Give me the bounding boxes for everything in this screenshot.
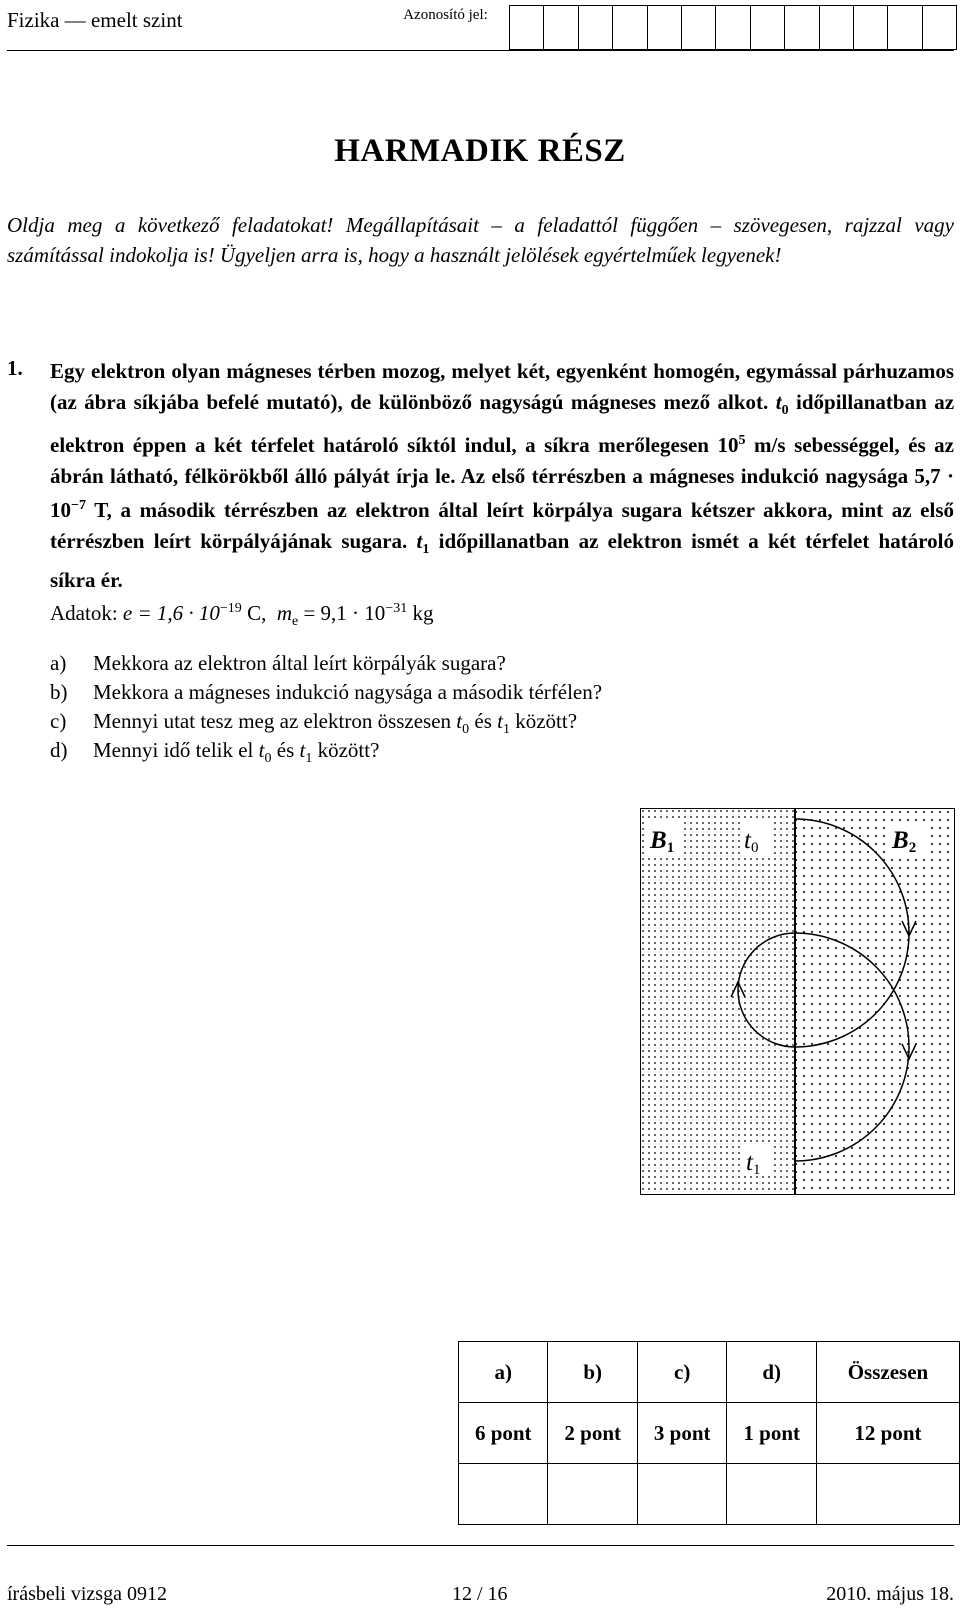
footer-page-number: 12 / 16	[452, 1583, 508, 1605]
footer-date: 2010. május 18.	[826, 1583, 954, 1605]
id-box[interactable]	[682, 5, 716, 50]
score-entry-cell[interactable]	[816, 1464, 959, 1525]
exponent: −19	[219, 601, 242, 616]
score-entry-cell[interactable]	[637, 1464, 726, 1525]
score-header: b)	[548, 1342, 637, 1403]
label-b2-symbol: B	[892, 827, 909, 854]
score-entry-cell[interactable]	[459, 1464, 548, 1525]
problem-text-part: T, a második térrészben az elektron által leírt körpálya sugara kétszer akkora, mint az első térrészben leírt körpályájának sugara.	[50, 498, 955, 553]
score-points: 12 pont	[816, 1403, 959, 1464]
problem-number: 1.	[7, 356, 23, 380]
question-text: és	[276, 738, 295, 762]
footer-exam-code: írásbeli vizsga 0912	[7, 1583, 167, 1605]
question-label: c)	[50, 709, 67, 733]
data-line	[50, 601, 433, 630]
question-text: Mekkora az elektron által leírt körpályák sugara?	[93, 651, 506, 675]
score-header-row	[459, 1342, 960, 1403]
label-t0-symbol: t	[744, 827, 751, 854]
question-c	[50, 709, 577, 738]
id-label: Azonosító jel:	[403, 7, 488, 23]
footer-rule	[7, 1545, 954, 1546]
problem-text-part: Egy elektron olyan mágneses térben mozog, melyet két, egyenként homogén, egymással párhuzamos (az ábra síkjába befelé mutató), de különböző nagyságú mágneses mező alkot.	[50, 359, 954, 414]
label-b1-symbol: B	[650, 827, 667, 854]
t-symbol: t	[258, 738, 265, 762]
question-label: b)	[50, 680, 68, 704]
score-header: d)	[727, 1342, 816, 1403]
score-points: 1 pont	[727, 1403, 816, 1464]
label-t1-symbol: t	[746, 1149, 753, 1176]
score-entry-cell[interactable]	[548, 1464, 637, 1525]
score-header: Összesen	[816, 1342, 959, 1403]
question-d	[50, 738, 379, 767]
id-boxes[interactable]	[509, 5, 957, 50]
label-t1-subscript: 1	[752, 1162, 761, 1178]
t1-symbol: t	[416, 528, 423, 553]
t0-symbol: t	[775, 389, 782, 414]
mass-unit: kg	[412, 601, 434, 625]
t-symbol: t	[456, 709, 463, 733]
id-box[interactable]	[854, 5, 888, 50]
subscript: 0	[462, 722, 470, 738]
score-table	[458, 1341, 960, 1525]
id-box[interactable]	[510, 5, 544, 50]
question-text: Mennyi utat tesz meg az elektron összesen	[93, 709, 452, 733]
question-label: d)	[50, 738, 68, 762]
mass-subscript: e	[292, 614, 299, 630]
question-label: a)	[50, 651, 67, 675]
question-text: között?	[317, 738, 380, 762]
instructions: Oldja meg a következő feladatokat! Megállapításait – a feladattól függően – szövegesen, rajzzal vagy számítással indokolja is! Ügyeljen arra is, hogy a használt jelölések egyértelműek legyenek!	[7, 213, 954, 267]
score-entry-row[interactable]	[459, 1464, 960, 1525]
question-text: Mennyi idő telik el	[93, 738, 254, 762]
score-header: a)	[459, 1342, 548, 1403]
mass-value: = 9,1 · 10	[303, 601, 386, 625]
subscript: 1	[502, 722, 510, 738]
page-title: HARMADIK RÉSZ	[334, 133, 626, 169]
header-rule	[7, 50, 954, 51]
problem-text	[50, 356, 954, 596]
id-box[interactable]	[648, 5, 682, 50]
header-subject: Fizika — emelt szint	[7, 8, 183, 32]
exponent: 5	[738, 433, 746, 449]
score-header: c)	[637, 1342, 726, 1403]
score-points-row	[459, 1403, 960, 1464]
id-box[interactable]	[785, 5, 819, 50]
exponent: −7	[71, 498, 86, 514]
magnetic-field-figure	[640, 808, 955, 1195]
id-box[interactable]	[579, 5, 613, 50]
id-box[interactable]	[888, 5, 922, 50]
id-box[interactable]	[544, 5, 578, 50]
label-b1-subscript: 1	[666, 840, 675, 856]
score-entry-cell[interactable]	[727, 1464, 816, 1525]
mass-symbol: m	[276, 601, 292, 625]
id-box[interactable]	[751, 5, 785, 50]
score-points: 2 pont	[548, 1403, 637, 1464]
charge-value: e = 1,6 · 10	[122, 601, 220, 625]
problem-text-part: időpillanatban az elektron ismét a két térfelet határoló síkra ér.	[50, 528, 955, 593]
score-points: 3 pont	[637, 1403, 726, 1464]
score-points: 6 pont	[459, 1403, 548, 1464]
t-symbol: t	[299, 738, 306, 762]
id-box[interactable]	[716, 5, 750, 50]
label-b2-subscript: 2	[908, 840, 917, 856]
t-symbol: t	[497, 709, 503, 733]
id-box[interactable]	[613, 5, 647, 50]
region-b2	[795, 809, 954, 1195]
subscript: 0	[264, 751, 272, 767]
question-text: között?	[515, 709, 578, 733]
data-label: Adatok:	[50, 601, 118, 625]
charge-unit: C,	[247, 601, 267, 625]
question-text: és	[474, 709, 492, 733]
question-a	[50, 651, 506, 676]
exponent: −31	[385, 601, 408, 616]
question-text: Mekkora a mágneses indukció nagysága a második térfélen?	[93, 680, 603, 704]
label-t0-subscript: 0	[750, 840, 759, 856]
question-b	[50, 680, 602, 705]
region-b1	[641, 809, 795, 1195]
t1-subscript: 1	[422, 541, 430, 557]
t0-subscript: 0	[781, 402, 789, 418]
problem-text-part: m/s sebességgel, és az ábrán látható, félkörökből álló pályát írja le. Az első térrészben a mágneses indukció nagysága 5,7 · 10	[50, 433, 954, 523]
subscript: 1	[305, 751, 313, 767]
problem-text-part: időpillanatban az elektron éppen a két térfelet határoló síktól indul, a síkra merőlegesen 10	[50, 389, 955, 458]
id-box[interactable]	[820, 5, 854, 50]
id-box[interactable]	[923, 5, 957, 50]
